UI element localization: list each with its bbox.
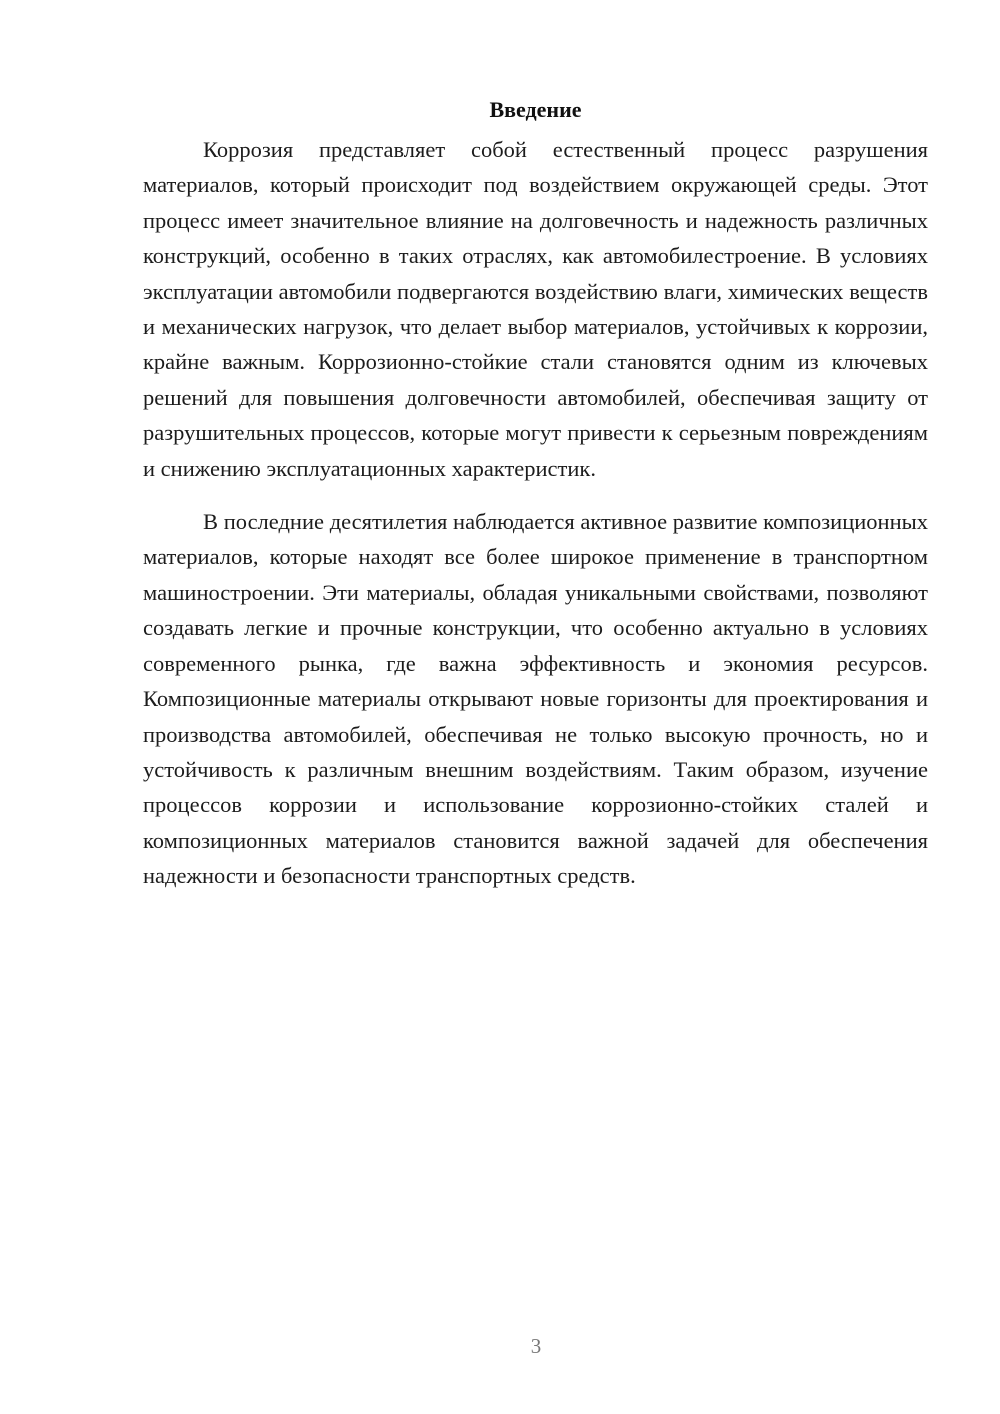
section-heading: Введение <box>489 97 582 122</box>
document-body <box>143 92 928 894</box>
paragraph-corrosion-intro: Коррозия представляет собой естественный процесс разрушения материалов, который происходит под воздействием окружающей среды. Этот процесс имеет значительное влияние на долговечность и надежность различных конструкций, особенно в таких отраслях, как автомобилестроение. В условиях эксплуатации автомобили подвергаются воздействию влаги, химических веществ и механических нагрузок, что делает выбор материалов, устойчивых к коррозии, крайне важным. Коррозионно-стойкие стали становятся одним из ключевых решений для повышения долговечности автомобилей, обеспечивая защиту от разрушительных процессов, которые могут привести к серьезным повреждениям и снижению эксплуатационных характеристик. <box>143 137 928 481</box>
page-number: 3 <box>530 1334 542 1358</box>
paragraph-composite-materials: В последние десятилетия наблюдается активное развитие композиционных материалов, которые находят все более широкое применение в транспортном машиностроении. Эти материалы, обладая уникальными свойствами, позволяют создавать легкие и прочные конструкции, что особенно актуально в условиях современного рынка, где важна эффективность и экономия ресурсов. Композиционные материалы открывают новые горизонты для проектирования и производства автомобилей, обеспечивая не только высокую прочность, но и устойчивость к различным внешним воздействиям. Таким образом, изучение процессов коррозии и использование коррозионно-стойких сталей и композиционных материалов становится важной задачей для обеспечения надежности и безопасности транспортных средств. <box>143 509 928 889</box>
